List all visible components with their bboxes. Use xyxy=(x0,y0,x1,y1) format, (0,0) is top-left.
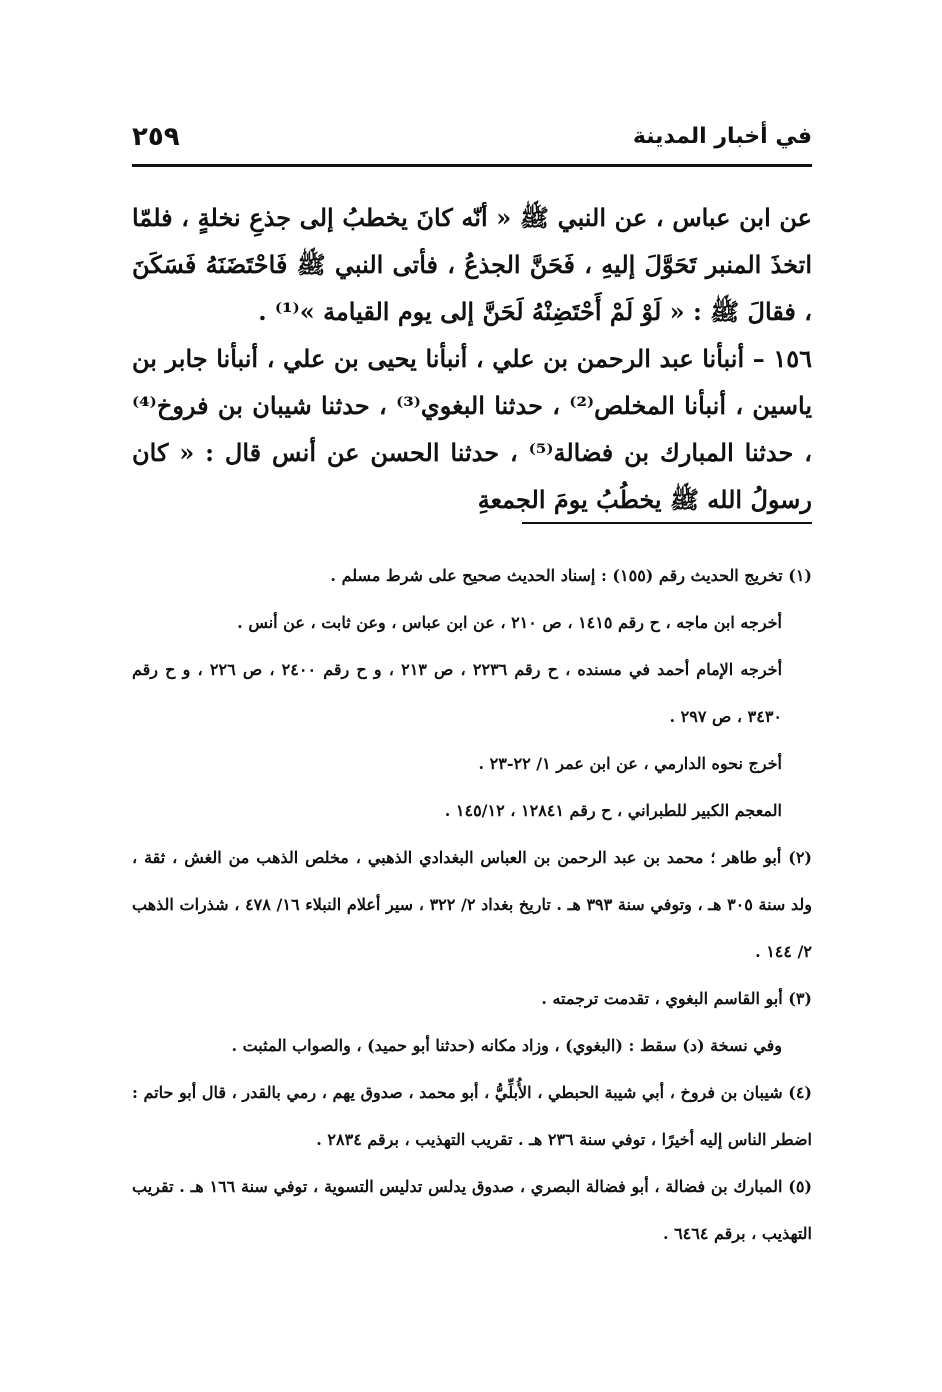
footnote: وفي نسخة (د) سقط : (البغوي) ، وزاد مكانه (حدثنا أبو حميد) ، والصواب المثبت . xyxy=(231,1036,782,1055)
footnote: (٢) أبو طاهر ؛ محمد بن عبد الرحمن بن العباس البغدادي الذهبي ، مخلص الذهب من الغش ، ثقة ، ولد سنة ٣٠٥ هـ ، وتوفي سنة ٣٩٣ هـ . تاريخ بغداد ٢/ ٣٢٢ ، سير أعلام النبلاء ١٦/ ٤٧٨ ، شذرات الذهب ٢/ ١٤٤ . xyxy=(132,848,812,961)
footnote: (٣) أبو القاسم البغوي ، تقدمت ترجمته . xyxy=(541,989,812,1008)
page-number: ٢٥٩ xyxy=(132,122,180,152)
hadith-text: أنبأنا عبد الرحمن بن علي ، أنبأنا يحيى بن علي ، أنبأنا جابر بن ياسين ، أنبأنا المخلص⁽²⁾ ، حدثنا البغوي⁽³⁾ ، حدثنا شيبان بن فروخ⁽⁴⁾ ، حدثنا المبارك بن فضالة⁽⁵⁾ ، حدثنا الحسن عن أنس قال : « كان رسولُ الله ﷺ يخطُبُ يومَ الجمعةِ xyxy=(132,344,813,514)
main-paragraph-2 xyxy=(132,335,812,523)
footnote: أخرج نحوه الدارمي ، عن ابن عمر ١/ ٢٢-٢٣ . xyxy=(478,754,782,773)
main-text xyxy=(132,194,812,523)
page-header xyxy=(132,122,812,162)
footnote-rule xyxy=(522,522,812,524)
footnote: (١) تخريج الحديث رقم (١٥٥) : إسناد الحديث صحيح على شرط مسلم . xyxy=(330,566,812,585)
footnote: أخرجه ابن ماجه ، ح رقم ١٤١٥ ، ص ٢١٠ ، عن ابن عباس ، وعن ثابت ، عن أنس . xyxy=(237,613,782,632)
footnote: (٥) المبارك بن فضالة ، أبو فضالة البصري ، صدوق يدلس تدليس التسوية ، توفي سنة ١٦٦ هـ . تقريب التهذيب ، برقم ٦٤٦٤ . xyxy=(132,1177,812,1243)
footnote: (٤) شيبان بن فروخ ، أبي شيبة الحبطي ، الأُبلِّيُّ ، أبو محمد ، صدوق يهم ، رمي بالقدر ، قال أبو حاتم : اضطر الناس إليه أخيرًا ، توفي سنة ٢٣٦ هـ . تقريب التهذيب ، برقم ٢٨٣٤ . xyxy=(132,1083,812,1149)
footnote: أخرجه الإمام أحمد في مسنده ، ح رقم ٢٢٣٦ ، ص ٢١٣ ، و ح رقم ٢٤٠٠ ، ص ٢٢٦ ، و ح رقم ٣٤٣٠ ، ص ٢٩٧ . xyxy=(132,660,783,726)
header-rule xyxy=(132,164,812,167)
main-paragraph-1: عن ابن عباس ، عن النبي ﷺ « أنّه كانَ يخطبُ إلى جذعِ نخلةٍ ، فلمّا اتخذَ المنبر تَحَوَّلَ إليهِ ، فَحَنَّ الجذعُ ، فأتى النبي ﷺ فَاحْتَضَنَهُ فَسَكَنَ ، فقالَ ﷺ : « لَوْ لَمْ أَحْتَضِنْهُ لَحَنَّ إلى يوم القيامة »⁽¹⁾ . xyxy=(132,203,812,326)
hadith-number: ١٥٦ – xyxy=(752,344,812,373)
footnote: المعجم الكبير للطبراني ، ح رقم ١٢٨٤١ ، ١٤٥/١٢ . xyxy=(444,801,782,820)
footnotes xyxy=(132,552,812,1257)
running-title: في أخبار المدينة xyxy=(632,124,812,149)
